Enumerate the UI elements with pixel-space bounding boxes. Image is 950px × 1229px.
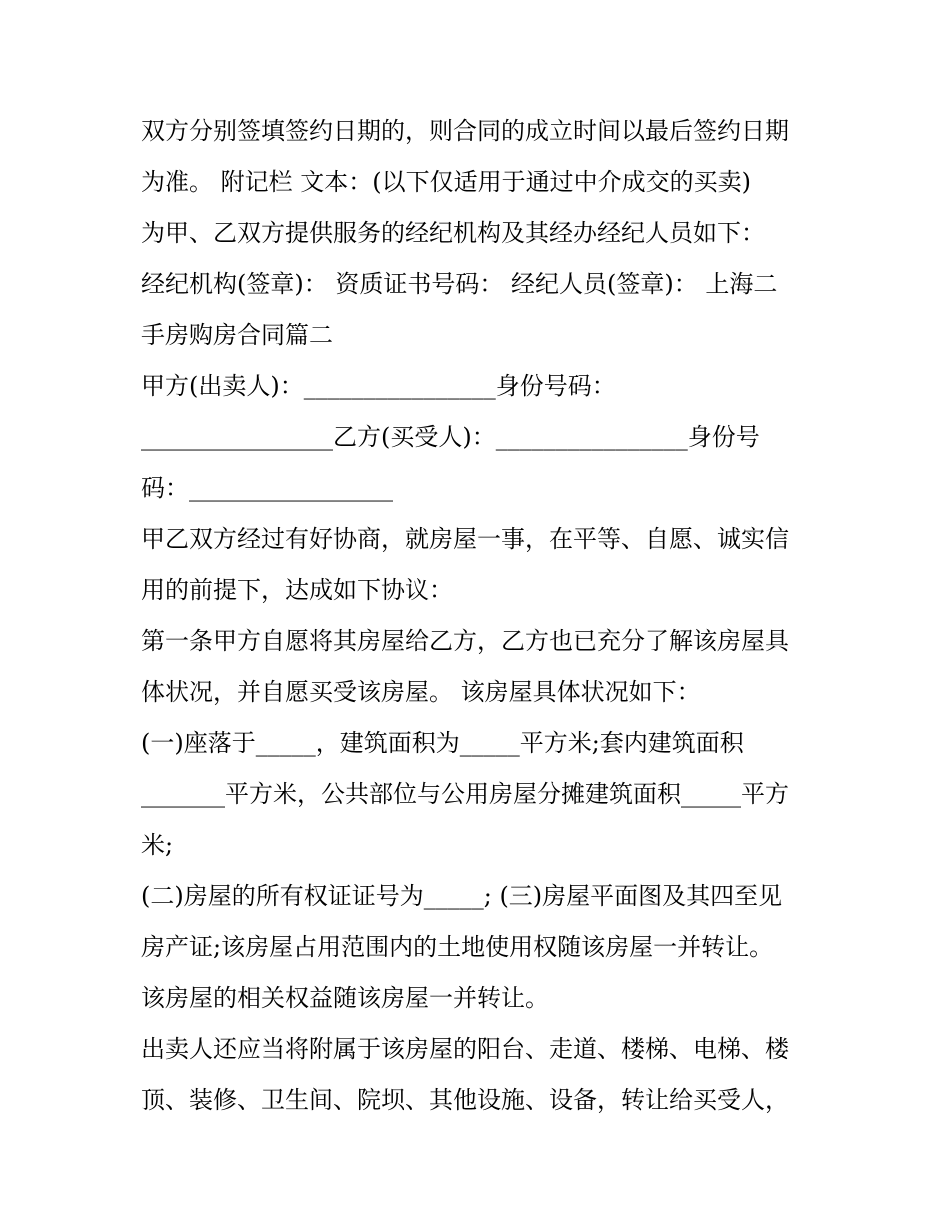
text-line: 房产证;该房屋占用范围内的土地使用权随该房屋一并转让。 — [141, 933, 774, 961]
text-line: 甲乙双方经过有好协商，就房屋一事，在平等、自愿、诚实信 — [141, 525, 789, 553]
section-title: 手房购房合同篇二 — [141, 321, 333, 349]
text-line: 码：_________________ — [141, 474, 393, 502]
document-body — [141, 106, 821, 1126]
text-line: 用的前提下，达成如下协议： — [141, 576, 453, 604]
text-line: 米; — [141, 831, 174, 859]
text-line: 经纪机构(签章)： 资质证书号码： 经纪人员(签章)： 上海二 — [141, 270, 778, 298]
text-line: ________________乙方(买受人)：________________身份号 — [141, 423, 760, 451]
text-line: 该房屋的相关权益随该房屋一并转让。 — [141, 984, 549, 1012]
text-line: 顶、装修、卫生间、院坝、其他设施、设备，转让给买受人， — [141, 1086, 789, 1114]
text-line: 为准。 附记栏 文本：(以下仅适用于通过中介成交的买卖) — [141, 168, 751, 196]
text-line: 出卖人还应当将附属于该房屋的阳台、走道、楼梯、电梯、楼 — [141, 1035, 789, 1063]
text-line: 为甲、乙双方提供服务的经纪机构及其经办经纪人员如下： — [141, 219, 765, 247]
text-line: (一)座落于_____，建筑面积为_____平方米;套内建筑面积 — [141, 729, 744, 757]
text-line: 体状况，并自愿买受该房屋。 该房屋具体状况如下： — [141, 678, 701, 706]
text-line: 第一条甲方自愿将其房屋给乙方，乙方也已充分了解该房屋具 — [141, 627, 789, 655]
text-line: (二)房屋的所有权证证号为_____; (三)房屋平面图及其四至见 — [141, 882, 783, 910]
text-line: 甲方(出卖人)：________________身份号码： — [141, 372, 616, 400]
text-line: _______平方米，公共部位与公用房屋分摊建筑面积_____平方 — [141, 780, 789, 808]
text-line: 双方分别签填签约日期的，则合同的成立时间以最后签约日期 — [141, 117, 789, 145]
